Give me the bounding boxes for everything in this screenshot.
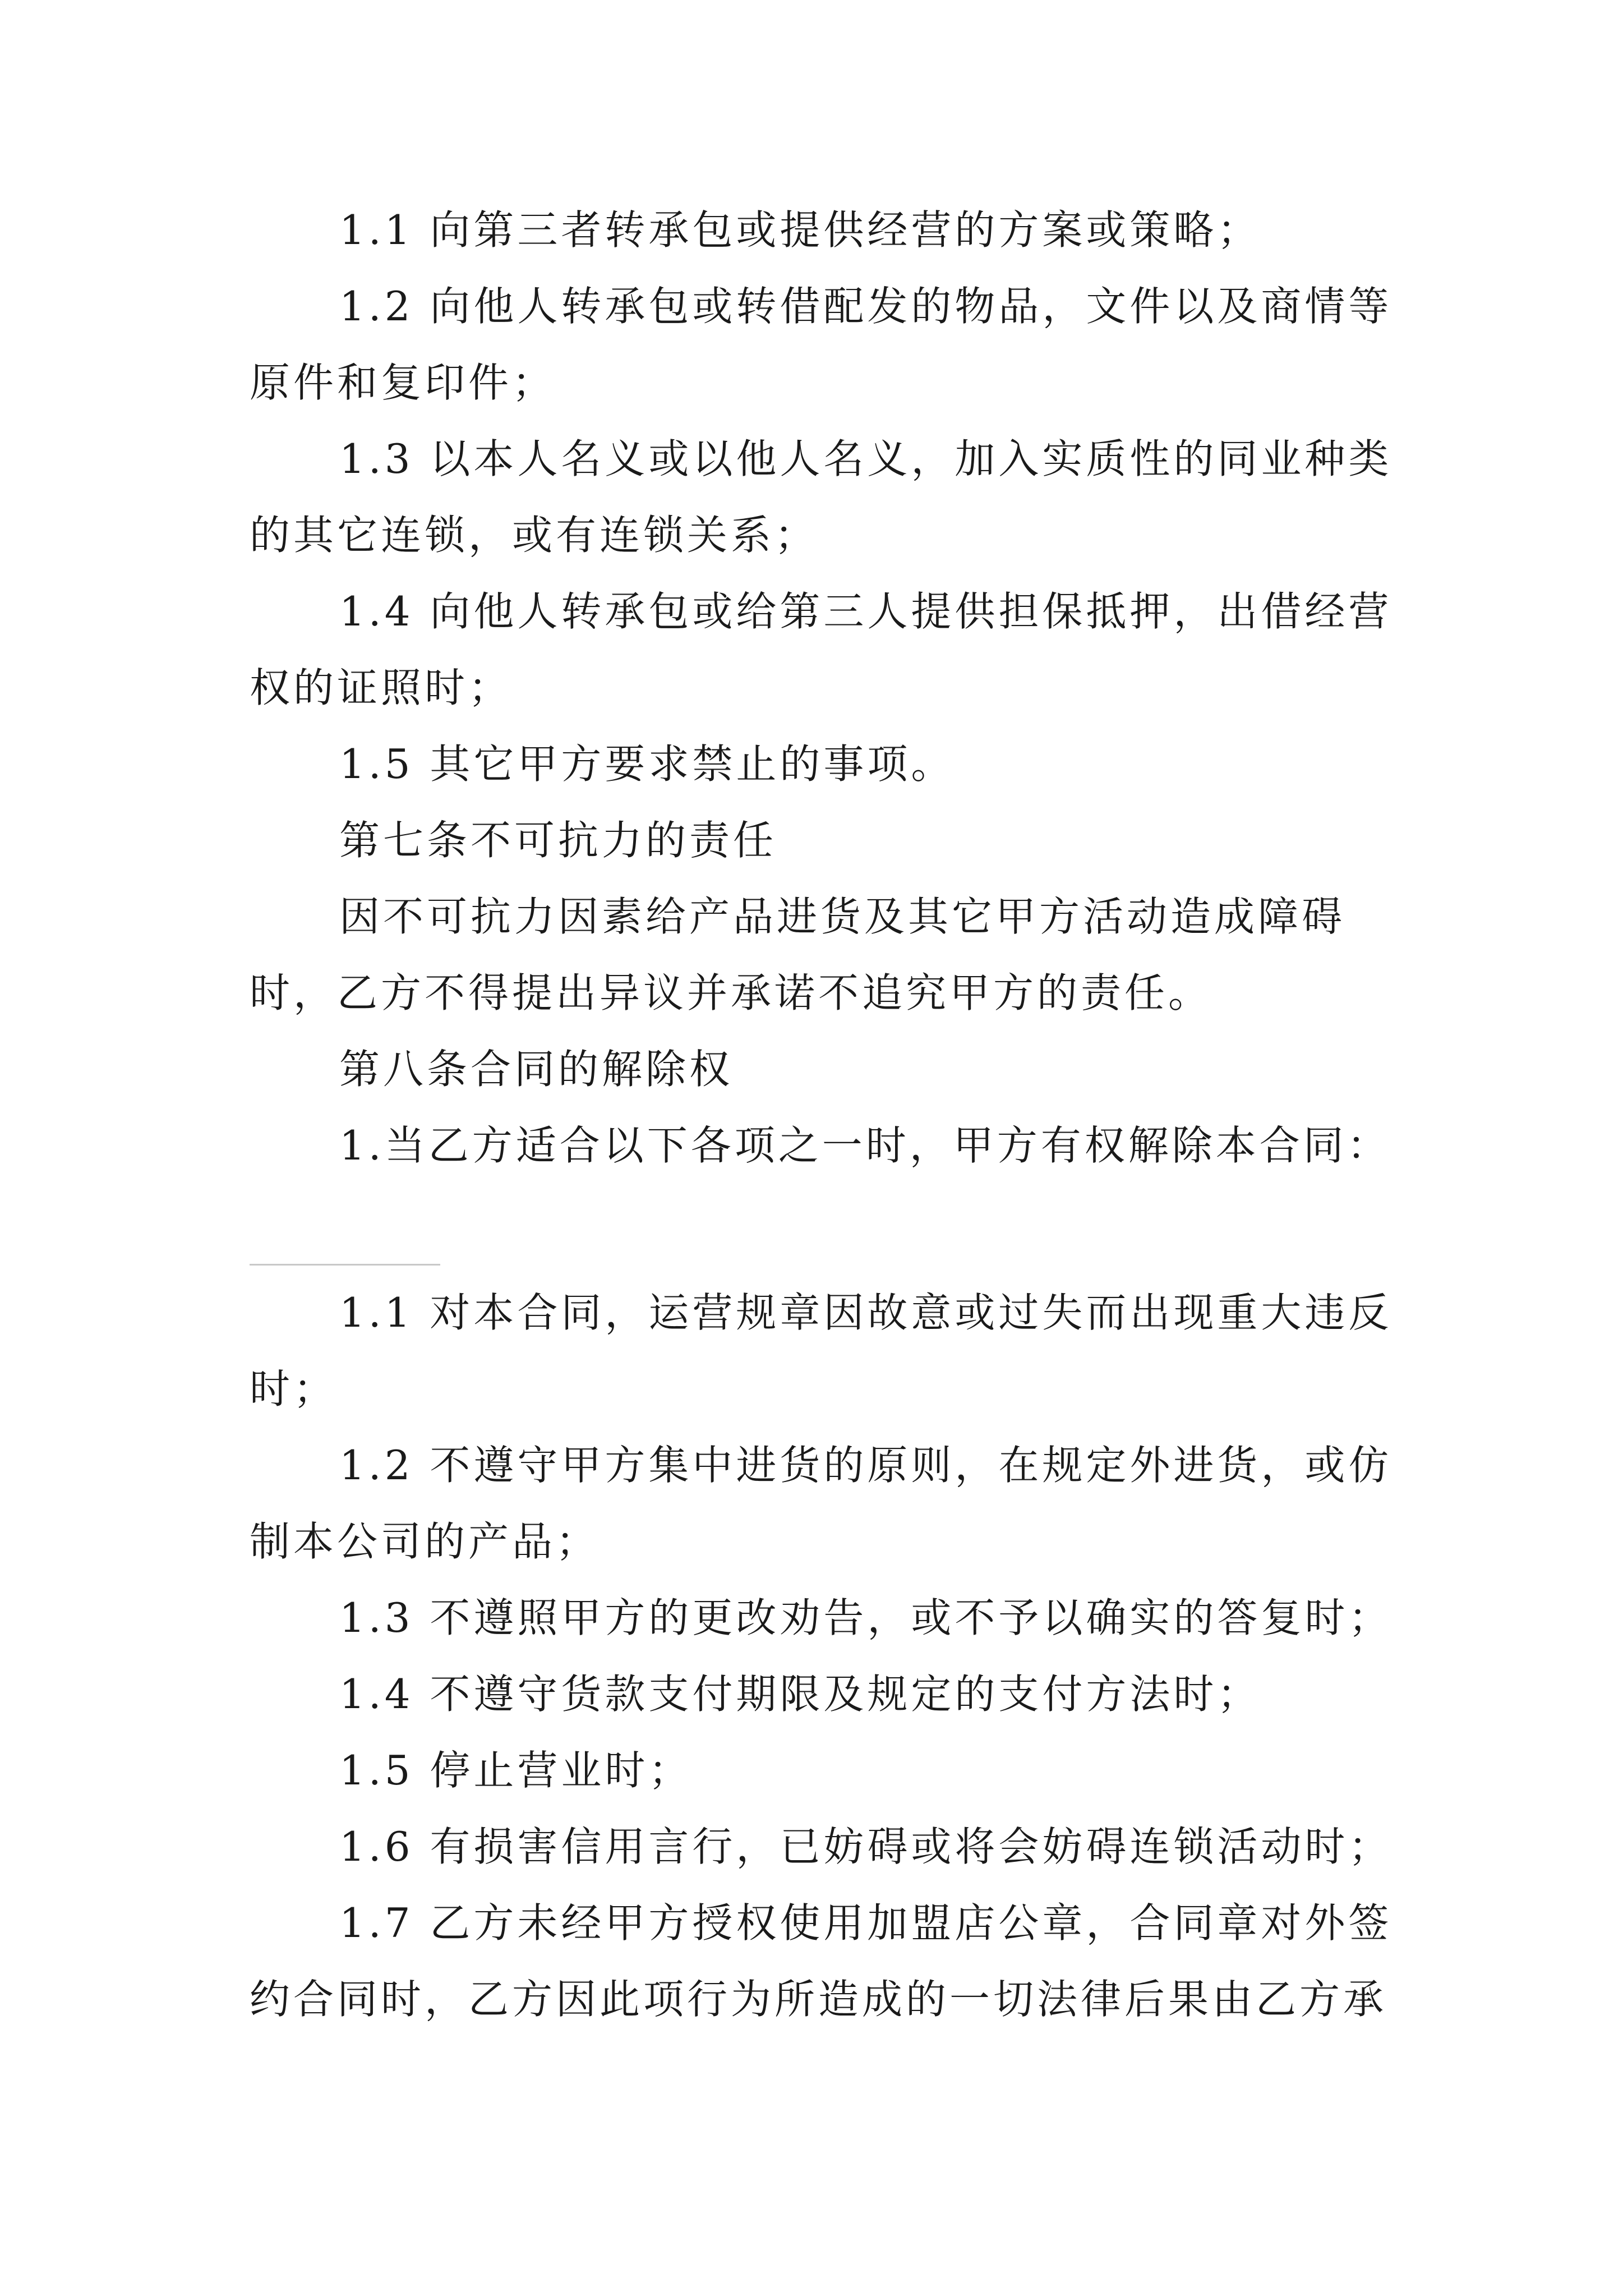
page-break-divider — [250, 1264, 440, 1266]
termination-clause-1-1: 1.1 对本合同，运营规章因故意或过失而出现重大违反时； — [250, 1289, 1393, 1412]
clause-1-5: 1.5 其它甲方要求禁止的事项。 — [339, 740, 955, 788]
clause-1-3: 1.3 以本人名义或以他人名义，加入实质性的同业种类的其它连锁，或有连锁关系； — [250, 435, 1393, 559]
article-8-clause-1: 1.当乙方适合以下各项之一时，甲方有权解除本合同： — [339, 1122, 1391, 1169]
termination-clause-1-7: 1.7 乙方未经甲方授权使用加盟店公章，合同章对外签约合同时，乙方因此项行为所造成的一切法律后果由乙方承 — [250, 1899, 1393, 2023]
termination-clause-1-4: 1.4 不遵守货款支付期限及规定的支付方法时； — [339, 1671, 1261, 1718]
clause-1-4: 1.4 向他人转承包或给第三人提供担保抵押，出借经营权的证照时； — [250, 588, 1393, 711]
termination-clause-1-2: 1.2 不遵守甲方集中进货的原则，在规定外进货，或仿制本公司的产品； — [250, 1442, 1393, 1565]
termination-clause-1-3: 1.3 不遵照甲方的更改劝告，或不予以确实的答复时； — [339, 1594, 1393, 1641]
article-7-heading: 第七条不可抗力的责任 — [339, 817, 777, 864]
article-8-heading: 第八条合同的解除权 — [339, 1046, 734, 1093]
article-7-body: 因不可抗力因素给产品进货及其它甲方活动造成障碍时，乙方不得提出异议并承诺不追究甲方的责任。 — [250, 893, 1346, 1016]
clause-1-2: 1.2 向他人转承包或转借配发的物品，文件以及商情等原件和复印件； — [250, 283, 1393, 406]
section-after-divider — [250, 1274, 1394, 2037]
termination-clause-1-6: 1.6 有损害信用言行，已妨碍或将会妨碍连锁活动时； — [339, 1823, 1393, 1870]
termination-clause-1-5: 1.5 停止营业时； — [339, 1747, 693, 1794]
clause-1-1: 1.1 向第三者转承包或提供经营的方案或策略； — [339, 206, 1261, 254]
section-before-divider — [250, 192, 1394, 1184]
